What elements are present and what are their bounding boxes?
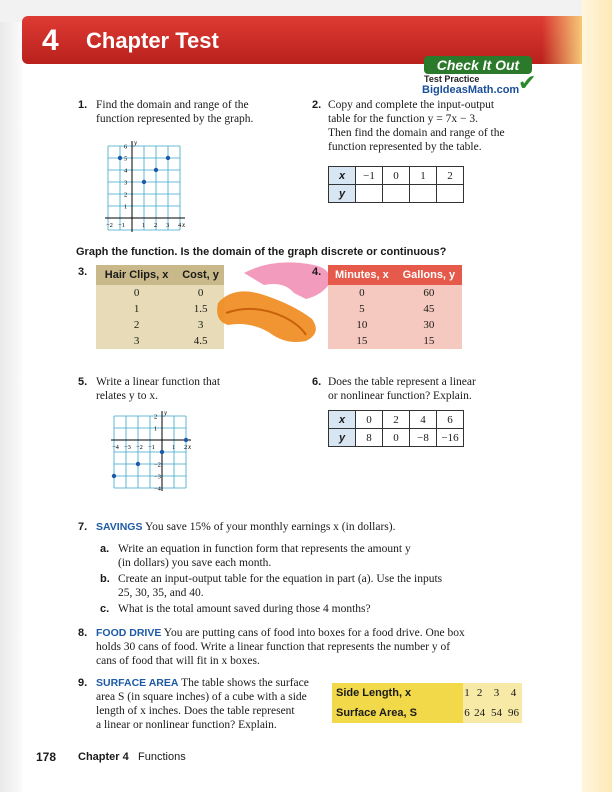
right-margin-strip	[582, 0, 612, 792]
q9-cell: 96	[508, 707, 519, 719]
q9-cell: 54	[491, 707, 503, 719]
q2-x-label: x	[329, 167, 356, 185]
q8-keyword: FOOD DRIVE	[96, 627, 162, 639]
q7-text: SAVINGS You save 15% of your monthly earnings x (in dollars).	[96, 521, 396, 533]
q8-text: FOOD DRIVE You are putting cans of food into boxes for a food drive. One box holds 30 cans of food. Write a linear function that represents the number y of cans of food that will fit in x boxes.	[96, 627, 465, 667]
q1-text: Find the domain and range of the function represented by the graph.	[96, 99, 254, 125]
q9-cell: 24	[474, 707, 486, 719]
check-it-out-logo[interactable]	[418, 54, 542, 98]
q9-text: SURFACE AREA The table shows the surface area S (in square inches) of a cube with a side length of x inches. Does the table represent a linear or nonlinear function? Explain.	[96, 677, 309, 731]
q7a-text: Write an equation in function form that represents the amount y (in dollars) you save each month.	[118, 543, 411, 569]
q7-number: 7.	[78, 521, 88, 533]
q5-point	[136, 462, 140, 466]
q5-x-tick-label: 2	[184, 444, 188, 451]
q2-y-cell	[437, 185, 464, 203]
q3-cell: 3	[197, 319, 204, 331]
q6-text: Does the table represent a linear or nonlinear function? Explain.	[328, 376, 476, 402]
q2-x-cell: 0	[383, 167, 410, 185]
q6-y-cell: −16	[437, 429, 464, 447]
q1-x-tick-label: 3	[166, 222, 170, 229]
graph-instructions: Graph the function. Is the domain of the graph discrete or continuous?	[76, 246, 447, 258]
q4-cell: 45	[423, 303, 435, 315]
q6-y-label: y	[329, 429, 356, 447]
check-it-out-label: Check It Out	[424, 56, 532, 74]
q4-header: Gallons, y	[402, 269, 456, 281]
q5-x-axis-label: x	[188, 443, 192, 451]
q6-x-cell: 0	[356, 411, 383, 429]
q5-y-tick-label: −3	[154, 473, 161, 481]
q4-header: Minutes, x	[334, 269, 389, 281]
q4-cell: 10	[356, 319, 368, 331]
q2-text: Copy and complete the input-output table for the function y = 7x − 3. Then find the domain and range of the function represented by the table.	[328, 99, 505, 153]
q5-x-tick-label: −2	[136, 444, 143, 451]
checkmark-icon: ✔	[518, 70, 537, 95]
q4-cell: 15	[423, 335, 435, 347]
q3-cell: 3	[133, 335, 140, 347]
q8-number: 8.	[78, 627, 88, 639]
q1-y-tick-label: 3	[124, 179, 128, 187]
q1-x-tick-label: 1	[142, 222, 146, 229]
q9-cell: 1	[464, 687, 470, 699]
footer-chapter: Chapter 4	[78, 751, 129, 763]
q3-cell: 1.5	[193, 303, 208, 315]
q5-x-tick-label: −1	[148, 444, 155, 451]
q7c-text: What is the total amount saved during those 4 months?	[118, 603, 371, 615]
q9-cell: 2	[476, 687, 483, 699]
q1-number: 1.	[78, 99, 88, 111]
q6-table	[328, 410, 464, 447]
q6-y-cell: −8	[410, 429, 437, 447]
q5-point	[184, 438, 188, 442]
q1-point	[118, 156, 122, 160]
q3-number: 3.	[78, 266, 88, 278]
q7c-label: c.	[100, 603, 110, 615]
q4-cell: 0	[359, 287, 365, 299]
q5-point	[160, 450, 164, 454]
q9-keyword: SURFACE AREA	[96, 677, 179, 689]
q5-point	[112, 474, 116, 478]
q9-row1-label: Side Length, x	[332, 683, 463, 703]
q2-x-cell: 1	[410, 167, 437, 185]
q1-point	[142, 180, 146, 184]
q5-y-axis-label: y	[164, 409, 168, 417]
q1-y-axis-label: y	[134, 139, 138, 147]
q9-table	[332, 683, 522, 723]
footer-topic: Functions	[138, 751, 186, 763]
q3-header: Hair Clips, x	[104, 269, 169, 281]
q1-y-tick-label: 5	[124, 155, 128, 163]
q2-y-cell	[410, 185, 437, 203]
q3-cell: 2	[133, 319, 140, 331]
q4-table	[328, 265, 462, 349]
q6-y-cell: 8	[356, 429, 383, 447]
q1-x-tick-label: 4	[178, 222, 182, 229]
q3-header: Cost, y	[182, 269, 219, 281]
q4-cell: 15	[356, 335, 368, 347]
q4-cell: 60	[423, 287, 435, 299]
q9-row2-label: Surface Area, S	[332, 703, 463, 723]
q7a-label: a.	[100, 543, 110, 555]
q2-y-label: y	[329, 185, 356, 203]
test-practice-label: Test Practice	[424, 74, 480, 84]
q5-number: 5.	[78, 376, 88, 388]
website-label: BigIdeasMath.com	[422, 84, 520, 96]
q7b-label: b.	[100, 573, 110, 585]
q1-point	[154, 168, 158, 172]
q9-number: 9.	[78, 677, 88, 689]
q4-number: 4.	[312, 266, 322, 278]
q3-cell: 1	[133, 303, 140, 315]
q5-y-tick-label: −2	[154, 461, 161, 469]
q9-cell: 4	[510, 687, 517, 699]
q2-x-cell: 2	[437, 167, 464, 185]
q2-y-cell	[383, 185, 410, 203]
q6-number: 6.	[312, 376, 322, 388]
q3-cell: 4.5	[193, 335, 208, 347]
q3-cell: 0	[197, 287, 204, 299]
q5-x-tick-label: −3	[124, 444, 131, 451]
q6-x-cell: 2	[383, 411, 410, 429]
q2-number: 2.	[312, 99, 322, 111]
q1-y-tick-label: 6	[124, 143, 128, 151]
q5-text: Write a linear function that relates y to x.	[96, 376, 221, 402]
q2-y-cell	[356, 185, 383, 203]
q6-y-cell: 0	[383, 429, 410, 447]
q6-x-cell: 4	[410, 411, 437, 429]
q6-x-label: x	[329, 411, 356, 429]
q2-x-cell: −1	[356, 167, 383, 185]
q3-table	[96, 265, 224, 349]
left-margin-strip	[0, 0, 22, 792]
q5-y-tick-label: 2	[154, 413, 158, 421]
chapter-title: Chapter Test	[86, 28, 219, 53]
q1-y-tick-label: 1	[124, 203, 128, 211]
q5-y-tick-label: 1	[154, 425, 158, 433]
q7-keyword: SAVINGS	[96, 521, 143, 533]
q4-cell: 5	[359, 303, 365, 315]
q5-y-tick-label: −4	[154, 485, 161, 493]
q1-y-tick-label: 2	[124, 191, 128, 199]
q6-x-cell: 6	[437, 411, 464, 429]
chapter-number: 4	[42, 24, 59, 57]
q2-table	[328, 166, 464, 203]
q4-cell: 30	[423, 319, 435, 331]
page-number: 178	[36, 750, 57, 764]
q5-graph	[98, 408, 194, 500]
q3-cell: 0	[133, 287, 140, 299]
q9-cell: 6	[464, 707, 470, 719]
q7b-text: Create an input-output table for the equation in part (a). Use the inputs 25, 30, 35, and 40.	[118, 573, 443, 599]
q1-graph	[98, 134, 194, 232]
q1-x-tick-label: −1	[118, 222, 125, 229]
q1-x-tick-label: −2	[106, 222, 113, 229]
q9-cell: 3	[493, 687, 500, 699]
q1-x-axis-label: x	[182, 221, 186, 229]
q1-y-tick-label: 4	[124, 167, 128, 175]
q5-x-tick-label: −4	[112, 444, 119, 451]
q1-point	[166, 156, 170, 160]
q1-x-tick-label: 2	[154, 222, 158, 229]
q5-x-tick-label: 1	[172, 444, 176, 451]
